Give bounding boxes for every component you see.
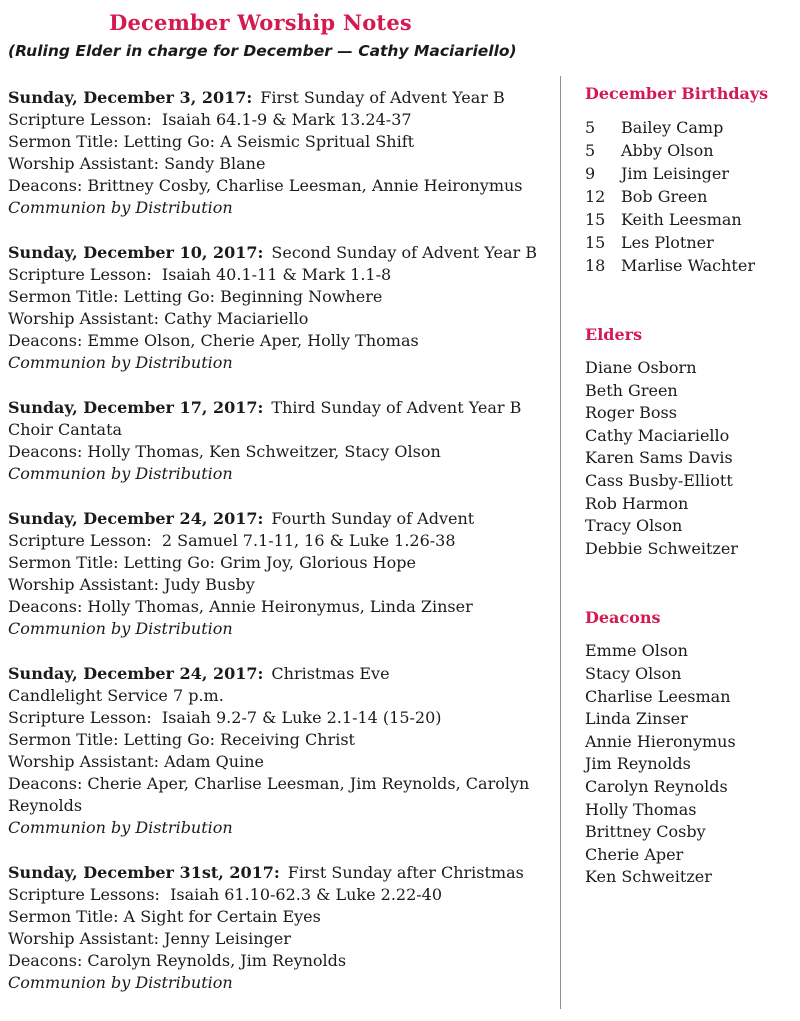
birthday-day: 12 [585, 187, 606, 206]
member-name: Cass Busby-Elliott [585, 470, 733, 490]
service-occasion: First Sunday after Christmas [287, 863, 524, 882]
deacons-list [585, 640, 790, 889]
member-name: Holly Thomas [585, 799, 697, 819]
member-name: Annie Hieronymus [585, 731, 736, 751]
service-header [8, 862, 560, 884]
birthday-row [585, 185, 790, 208]
service-date: Sunday, December 17, 2017: [8, 398, 264, 417]
service-line: Worship Assistant: Sandy Blane [8, 154, 266, 173]
member-name: Jim Reynolds [585, 754, 691, 774]
service-line: Scripture Lesson: Isaiah 40.1-11 & Mark 1.1-8 [8, 265, 392, 284]
service-block [8, 397, 560, 485]
service-line: Deacons: Holly Thomas, Annie Heironymus, Linda Zinser [8, 597, 473, 616]
communion-note: Communion by Distribution [8, 973, 233, 992]
service-header [8, 242, 560, 264]
birthday-day: 5 [585, 141, 596, 160]
service-block [8, 242, 560, 374]
service-line: Scripture Lesson: 2 Samuel 7.1-11, 16 & Luke 1.26-38 [8, 531, 456, 550]
deacons-heading: Deacons [585, 608, 661, 628]
birthday-name: Abby Olson [621, 141, 714, 160]
service-line: Scripture Lesson: Isaiah 64.1-9 & Mark 13.24-37 [8, 110, 412, 129]
service-block [8, 663, 560, 839]
birthday-name: Keith Leesman [621, 210, 742, 229]
elders-heading: Elders [585, 325, 643, 344]
member-name: Charlise Leesman [585, 686, 731, 706]
member-name: Diane Osborn [585, 358, 697, 377]
member-name: Beth Green [585, 380, 678, 400]
service-line: Sermon Title: Letting Go: A Seismic Spritual Shift [8, 132, 415, 151]
member-name: Emme Olson [585, 641, 688, 661]
member-name: Tracy Olson [585, 516, 683, 536]
birthday-day: 18 [585, 256, 606, 275]
member-name: Debbie Schweitzer [585, 538, 738, 558]
service-line: Worship Assistant: Cathy Maciariello [8, 309, 309, 328]
birthday-row [585, 139, 790, 162]
service-line: Deacons: Emme Olson, Cherie Aper, Holly Thomas [8, 331, 419, 350]
service-block [8, 87, 560, 219]
service-line: Deacons: Brittney Cosby, Charlise Leesman, Annie Heironymus [8, 176, 523, 195]
birthday-day: 15 [585, 210, 606, 229]
birthday-day: 5 [585, 118, 596, 137]
birthday-row [585, 116, 790, 139]
member-name: Cherie Aper [585, 844, 684, 864]
service-date: Sunday, December 24, 2017: [8, 664, 264, 683]
service-occasion: Fourth Sunday of Advent [271, 509, 475, 528]
member-name: Stacy Olson [585, 663, 682, 683]
sidebar [561, 6, 790, 1021]
communion-note: Communion by Distribution [8, 818, 233, 837]
communion-note: Communion by Distribution [8, 619, 233, 638]
service-line: Deacons: Cherie Aper, Charlise Leesman, Jim Reynolds, Carolyn Reynolds [8, 774, 535, 815]
birthday-name: Jim Leisinger [621, 164, 729, 183]
service-line: Worship Assistant: Judy Busby [8, 575, 255, 594]
service-line: Sermon Title: Letting Go: Beginning Nowhere [8, 287, 383, 306]
service-header [8, 508, 560, 530]
member-name: Cathy Maciariello [585, 425, 730, 445]
service-block [8, 862, 560, 994]
service-line: Candlelight Service 7 p.m. [8, 686, 224, 705]
communion-note: Communion by Distribution [8, 353, 233, 372]
birthdays-heading: December Birthdays [585, 84, 769, 103]
service-header [8, 663, 560, 685]
service-line: Deacons: Holly Thomas, Ken Schweitzer, Stacy Olson [8, 442, 441, 461]
services-list [8, 87, 560, 994]
service-date: Sunday, December 24, 2017: [8, 509, 264, 528]
service-date: Sunday, December 3, 2017: [8, 88, 253, 107]
communion-note: Communion by Distribution [8, 464, 233, 483]
member-name: Ken Schweitzer [585, 867, 712, 887]
birthday-day: 15 [585, 233, 606, 252]
service-block [8, 508, 560, 640]
service-line: Sermon Title: Letting Go: Grim Joy, Glorious Hope [8, 553, 416, 572]
service-line: Worship Assistant: Adam Quine [8, 752, 264, 771]
service-header [8, 397, 560, 419]
service-occasion: Christmas Eve [271, 664, 390, 683]
service-line: Choir Cantata [8, 420, 123, 439]
elders-list [585, 357, 790, 560]
service-occasion: Third Sunday of Advent Year B [271, 398, 522, 417]
member-name: Roger Boss [585, 403, 677, 423]
service-line: Deacons: Carolyn Reynolds, Jim Reynolds [8, 951, 347, 970]
worship-notes-column [8, 6, 560, 1021]
page-title: December Worship Notes [109, 10, 412, 35]
service-line: Scripture Lesson: Isaiah 9.2-7 & Luke 2.1-14 (15-20) [8, 708, 442, 727]
service-occasion: First Sunday of Advent Year B [260, 88, 505, 107]
birthday-row [585, 231, 790, 254]
birthday-name: Les Plotner [621, 233, 714, 252]
service-line: Sermon Title: A Sight for Certain Eyes [8, 907, 321, 926]
member-name: Carolyn Reynolds [585, 776, 728, 796]
birthday-day: 9 [585, 164, 596, 183]
member-name: Linda Zinser [585, 709, 688, 729]
service-occasion: Second Sunday of Advent Year B [271, 243, 537, 262]
member-name: Rob Harmon [585, 493, 689, 513]
birthday-name: Bob Green [621, 187, 708, 206]
birthday-name: Bailey Camp [621, 118, 724, 137]
communion-note: Communion by Distribution [8, 198, 233, 217]
service-line: Sermon Title: Letting Go: Receiving Christ [8, 730, 355, 749]
birthday-row [585, 254, 790, 277]
birthday-name: Marlise Wachter [621, 256, 755, 275]
service-date: Sunday, December 10, 2017: [8, 243, 264, 262]
birthdays-list [585, 116, 790, 277]
service-line: Worship Assistant: Jenny Leisinger [8, 929, 291, 948]
member-name: Brittney Cosby [585, 822, 706, 842]
service-line: Scripture Lessons: Isaiah 61.10-62.3 & Luke 2.22-40 [8, 885, 443, 904]
member-name: Karen Sams Davis [585, 448, 733, 468]
birthday-row [585, 162, 790, 185]
service-header [8, 87, 560, 109]
service-date: Sunday, December 31st, 2017: [8, 863, 280, 882]
page-subtitle: (Ruling Elder in charge for December — Cathy Maciariello) [8, 42, 517, 60]
birthday-row [585, 208, 790, 231]
